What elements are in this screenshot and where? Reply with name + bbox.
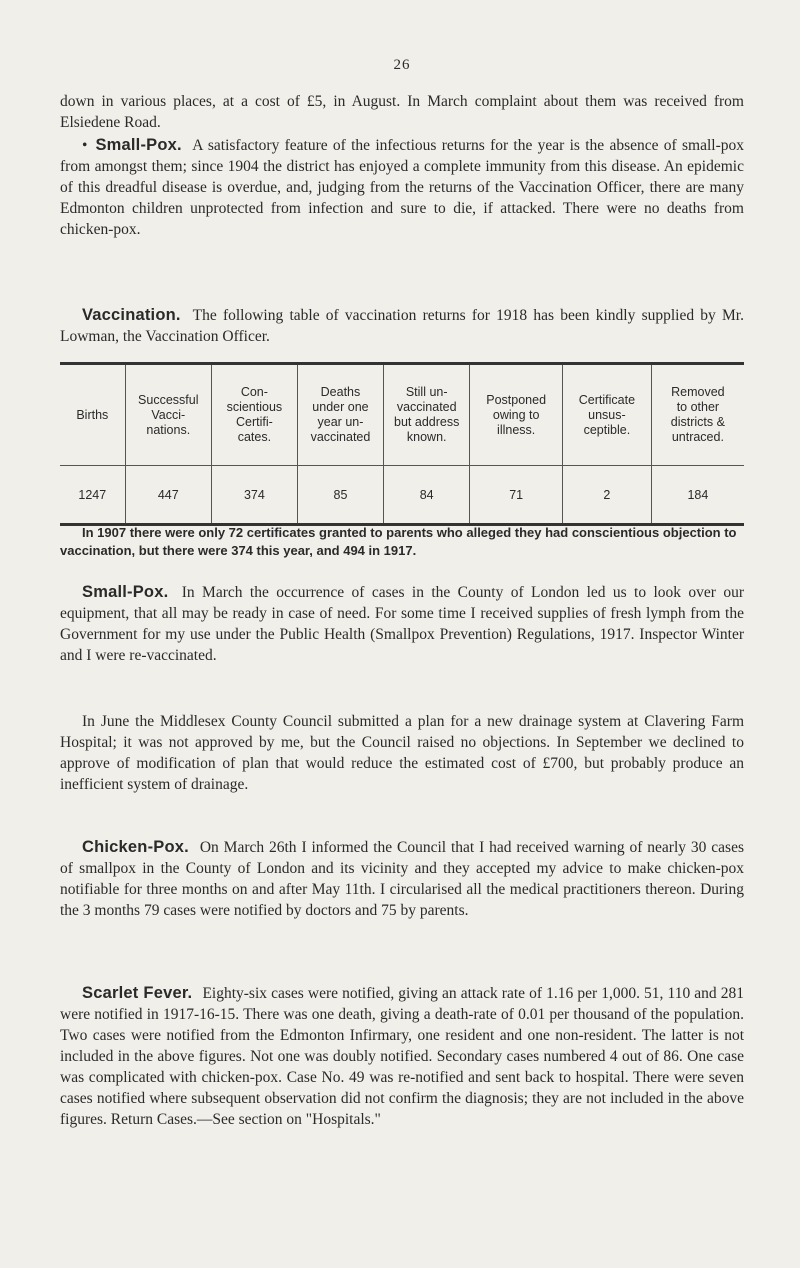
header-line: Vacci- [151,407,186,422]
drainage-paragraph [60,711,744,795]
table-header-cell [211,364,297,466]
vaccination-heading: Vaccination. [82,306,181,324]
smallpox-paragraph-1 [60,135,744,240]
header-line: to other [676,400,720,414]
header-line: vaccinated [396,400,457,414]
chickenpox-text: On March 26th I informed the Council that I had received warning of nearly 30 cases of smallpox in the County of London and its vicinity and they accepted my advice to make chicken-pox notifiable for three months on and after May 11th. I circularised all the medical practitioners thereon. During the 3 months 79 cases were notified by doctors and 75 by parents. [60,839,744,919]
scarlet-fever-text: Eighty-six cases were notified, giving an attack rate of 1.16 per 1,000. 51, 110 and 281 were notified in 1917-16-15. There was one death, giving a death-rate of 0.01 per thousand of the population. Two cases were notified from the Edmonton Infirmary, one resident and one non-resident. The latter is not included in the above figures. Not one was doubly notified. Secondary cases numbered 4 out of 86. One case was complicated with chicken-pox. Case No. 49 was re-notified and sent back to hospital. There were seven cases notified where subsequent observation did not confirm the diagnosis; they are not included in the above figures. Return Cases.—See section on "Hospitals." [60,985,745,1128]
conscientious-objection-note: In 1907 there were only 72 certificates granted to parents who alleged they had conscientious objection to vaccination, but there were 374 this year, and 494 in 1917. [60,525,737,558]
header-line: owing to [492,407,540,422]
intro-paragraph [60,91,744,133]
header-line: Successful [138,392,199,407]
header-line: under one [312,400,369,414]
table-header-cell [470,364,563,466]
intro-text: down in various places, at a cost of £5, in August. In March complaint about them was received from Elsiedene Road. [60,93,744,131]
table-cell: 84 [384,466,470,525]
table-cell: 447 [125,466,211,525]
smallpox-text-2: In March the occurrence of cases in the County of London led us to look over our equipment, that all may be ready in case of need. For some time I received supplies of fresh lymph from the Government for my use under the Public Health (Smallpox Prevention) Regulations, 1917. Inspector Winter and I were re-vaccinated. [60,584,745,664]
table-header-cell [563,364,652,466]
header-line: Con- [240,385,268,399]
table-cell: 1247 [78,487,107,502]
header-line: but address [394,415,460,429]
table-header-cell [125,364,211,466]
vaccination-text: The following table of vaccination returns for 1918 has been kindly supplied by Mr. Lowman, the Vaccination Officer. [60,307,744,345]
page-number: 26 [393,57,411,73]
smallpox-paragraph-2 [60,582,744,666]
header-line: cates. [237,430,272,444]
vaccination-table [60,362,744,526]
header-line: vaccinated [310,430,371,444]
header-line: unsus- [588,407,626,422]
vaccination-paragraph [60,305,744,347]
smallpox-heading-2: Small-Pox. [82,583,169,601]
table-header-cell [651,364,744,466]
header-line: Certifi- [235,415,273,429]
table-cell: 184 [651,466,744,525]
table-cell: 71 [470,466,563,525]
header-line: illness. [497,422,536,437]
header-line: ceptible. [583,422,631,437]
header-line: Deaths [320,385,361,399]
table-row [60,466,744,525]
chickenpox-paragraph [60,837,744,921]
header-line: nations. [146,422,191,437]
header-line: untraced. [671,430,724,444]
header-line: Certificate [578,392,636,407]
table-header-cell [384,364,470,466]
header-line: year un- [317,415,364,429]
header-line: Births [76,407,109,422]
chickenpox-heading: Chicken-Pox. [82,838,189,856]
header-line: scientious [226,400,283,414]
table-cell: 2 [563,466,652,525]
table-header-cell [297,364,383,466]
table-cell: 374 [211,466,297,525]
scarlet-fever-heading: Scarlet Fever. [82,984,193,1002]
header-line: Still un- [405,385,448,399]
drainage-text: In June the Middlesex County Council submitted a plan for a new drainage system at Clavering Farm Hospital; it was not approved by me, but the Council raised no objections. In September we declined to approve of modification of plan that would reduce the estimated cost of £700, but probably produce an inefficient system of drainage. [60,713,744,793]
header-line: districts & [670,415,725,429]
table-header-cell [60,364,125,466]
bullet-mark: • [82,137,88,154]
smallpox-text-1: A satisfactory feature of the infectious returns for the year is the absence of small-pox from amongst them; since 1904 the district has enjoyed a complete immunity from this disease. An epidemic of this dreadful disease is overdue, and, judging from the returns of the Vaccination Officer, there are many Edmonton children unprotected from infection and sure to die, if attacked. There were no deaths from chicken-pox. [60,137,744,238]
table-cell: 85 [297,466,383,525]
header-line: Postponed [486,392,547,407]
header-line: Removed [671,385,725,399]
scarlet-fever-paragraph [60,983,744,1130]
header-line: known. [406,430,447,444]
table-header-row [60,364,744,466]
smallpox-heading-1: Small-Pox. [95,136,182,154]
